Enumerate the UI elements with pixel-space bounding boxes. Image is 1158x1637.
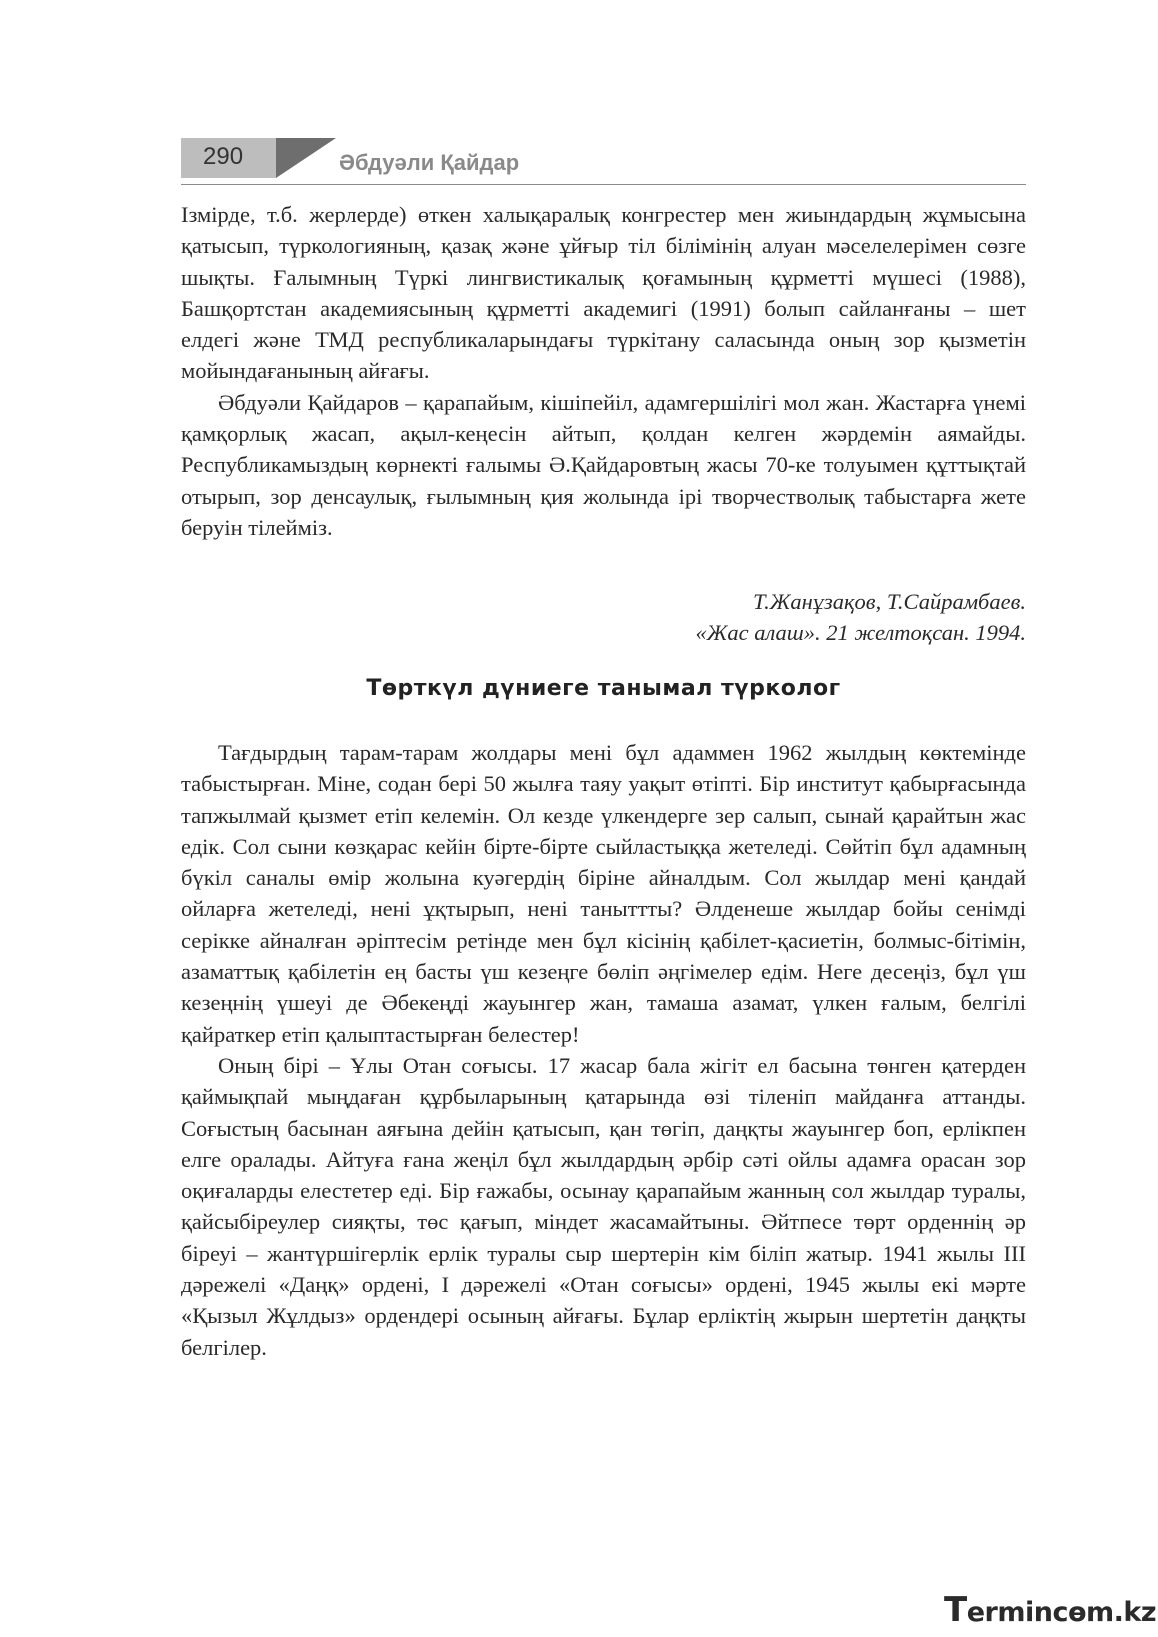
page-tab-slope (276, 138, 336, 178)
section-title: Төрткүл дүниеге танымал түрколог (366, 676, 841, 701)
article-signature (181, 586, 1026, 649)
top-text-block (181, 199, 1026, 543)
paragraph: Тағдырдың тарам-тарам жолдары мені бұл адаммен 1962 жылдың көктемінде табыстырған. Міне, содан бері 50 жылға таяу уақыт өтіпті. Бір институт қабырғасында тапжылмай қызмет етіп келемін. Ол кезде үлкендерге зер салып, сынай қарайтын жас едік. Сол сыни көзқарас кейін бірте-бірте сыйластыққа жетеледі. Сөйтіп бұл адамның бүкіл саналы өмір жолына куәгердің біріне айналдым. Сол жылдар мені қандай ойларға жетеледі, нені ұқтырып, нені таныттты? Әлденеше жылдар бойы сенімді серікке айналған әріптесім ретінде мен бұл кісінің қабілет-қасиетін, болмыс-бітімін, азаматтық қабілетін ең басты үш кезеңге бөліп әңгімелер едім. Неге десеңіз, бұл үш кезеңнің үшеуі де Әбекеңді жауынгер жан, тамаша азамат, үлкен ғалым, белгілі қайраткер етіп қалыптастырған белестер! (181, 740, 1026, 1047)
page-header (181, 138, 1026, 188)
paragraph: Ізмірде, т.б. жерлерде) өткен халықаралық конгрестер мен жиындардың жұмысына қатысып, түркологияның, қазақ және ұйғыр тіл білімінің алуан мәселелерімен сөзге шықты. Ғалымның Түркі лингвистикалық қоғамының құрметті мүшесі (1988), Башқортстан академиясының құрметті академигі (1991) болып сайланғаны – шет елдегі және ТМД республикаларындағы түркітану саласында оның зор қызметін мойындағанының айғағы. (181, 202, 1026, 384)
running-head: Әбдуәли Қайдар (339, 150, 520, 175)
watermark-text: ermincөm.kz (966, 1597, 1157, 1628)
paragraph: Оның бірі – Ұлы Отан соғысы. 17 жасар бала жігіт ел басына төнген қатерден қаймықпай мыңдаған құрбыларының қатарында өзі тіленіп майданға аттанды. Соғыстың басынан аяғына дейін қатысып, қан төгіп, даңқты жауынгер боп, ерлікпен елге оралады. Айтуға ғана жеңіл бұл жылдардың әрбір сәті ойлы адамға орасан зор оқиғаларды елестетер еді. Бір ғажабы, осынау қарапайым жанның сол жылдар туралы, қайсыбіреулер сияқты, төс қағып, міндет жасамайтыны. Әйтпесе төрт орденнің әр біреуі – жантүршігерлік ерлік туралы сыр шертерін кім біліп жатыр. 1941 жылы ІІІ дәрежелі «Даңқ» ордені, І дәрежелі «Отан соғысы» ордені, 1945 жылы екі мәрте «Қызыл Жұлдыз» ордендері осының айғағы. Бұлар ерліктің жырын шертетін даңқты белгілер. (181, 1052, 1026, 1360)
page-number: 290 (203, 143, 244, 170)
watermark-initial: T (944, 1590, 967, 1630)
main-text-block (181, 737, 1026, 1363)
paragraph: Әбдуәли Қайдаров – қарапайым, кішіпейіл, адамгершілігі мол жан. Жастарға үнемі қамқорлық жасап, ақыл-кеңесін айтып, қолдан келген жәрдемін аямайды. Республикамыздың көрнекті ғалымы Ә.Қайдаровтың жасы 70-ке толуымен құттықтай отырып, зор денсаулық, ғылымның қия жолында ірі творчестволық табыстарға жете беруін тілейміз. (181, 389, 1026, 540)
site-watermark (944, 1590, 1156, 1630)
signature-authors: Т.Жанұзақов, Т.Сайрамбаев. (753, 589, 1026, 614)
header-rule (181, 184, 1026, 185)
signature-source: «Жас алаш». 21 желтоқсан. 1994. (695, 620, 1026, 646)
